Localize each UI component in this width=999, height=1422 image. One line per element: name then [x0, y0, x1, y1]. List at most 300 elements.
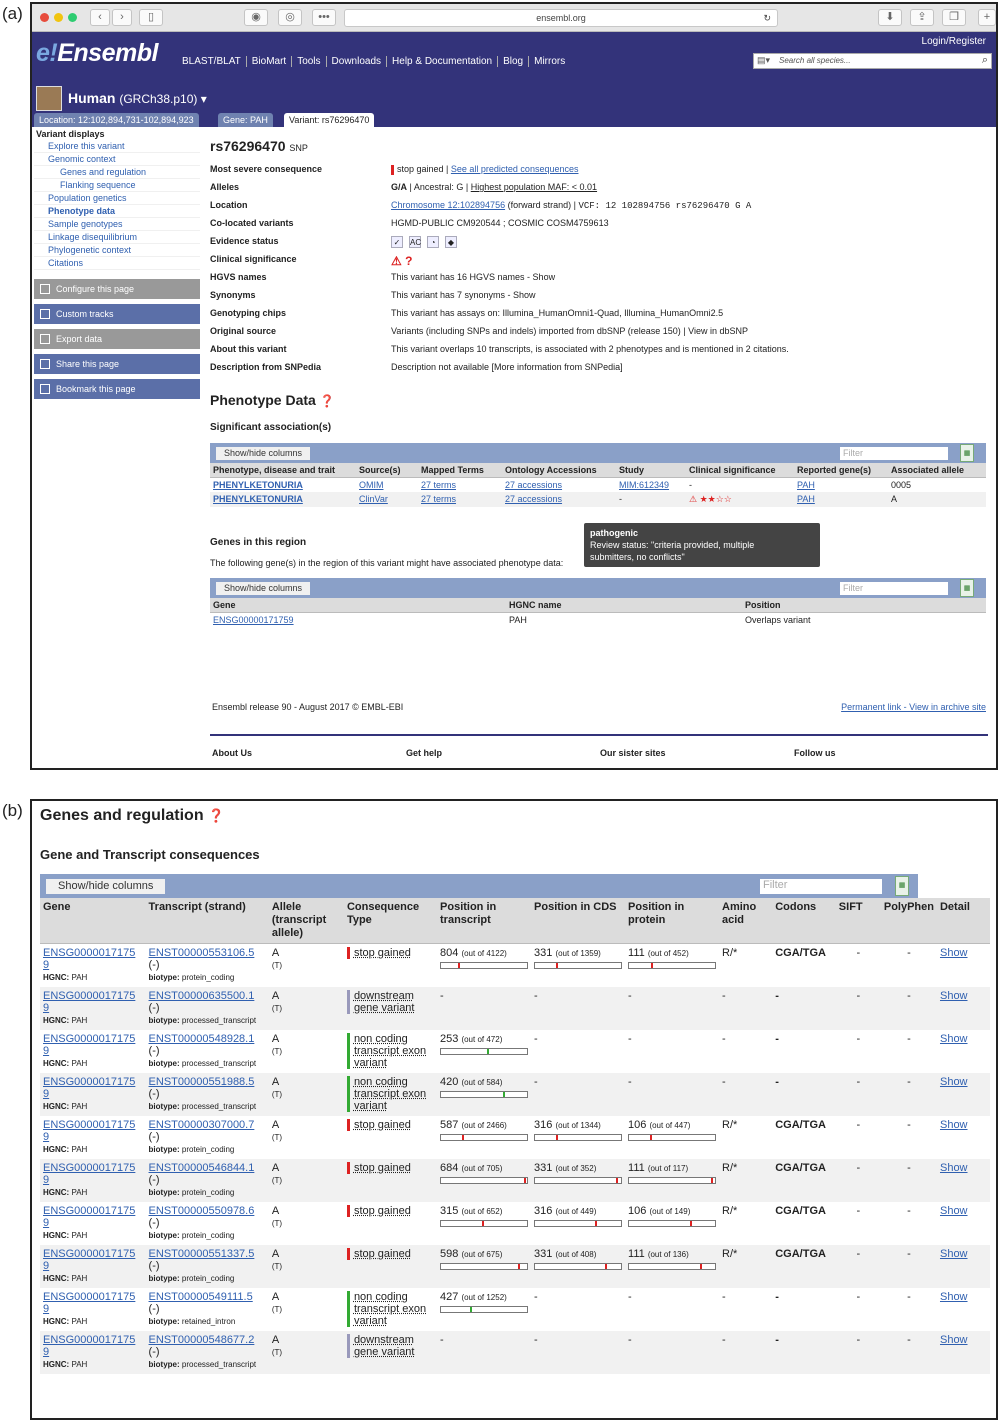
amino-acid: -: [722, 1033, 726, 1045]
gene-link[interactable]: ENSG00000171759: [213, 615, 294, 625]
nav-biomart[interactable]: BioMart: [247, 56, 292, 67]
table-cell: [888, 478, 986, 493]
allele: A: [271, 1162, 280, 1174]
transcript-link[interactable]: ENST00000546844.1: [148, 1162, 255, 1174]
transcript-link[interactable]: ENST00000307000.7: [148, 1119, 255, 1131]
gene-link[interactable]: ENSG0000017175: [43, 1334, 136, 1346]
b-col-header[interactable]: Codons: [772, 898, 836, 944]
field-row: [210, 182, 990, 200]
consequence-cell: [344, 1245, 437, 1288]
position-cell: [437, 1030, 531, 1073]
sidebar-item-3[interactable]: Flanking sequence: [34, 179, 200, 192]
sidebar-item-5[interactable]: Phenotype data: [34, 205, 200, 218]
menu-button-0[interactable]: [34, 279, 200, 299]
table-cell-text[interactable]: 27 accessions: [505, 480, 563, 490]
consequence-cell: [344, 1116, 437, 1159]
field-row: [210, 254, 990, 272]
transcript-link[interactable]: ENST00000548677.2: [148, 1334, 255, 1346]
table-cell-text[interactable]: ClinVar: [359, 494, 388, 504]
maf-value: Highest population MAF: < 0.01: [470, 182, 598, 192]
strand: (-): [148, 1346, 160, 1358]
biotype-label: biotype: processed_transcript: [148, 1102, 257, 1111]
position-marker: [556, 963, 558, 968]
phenotype-col-header[interactable]: Clinical significance: [686, 463, 794, 478]
gene-position: Overlaps variant: [745, 615, 811, 625]
col-gene[interactable]: Gene: [210, 598, 506, 613]
codons: CGA/TGA: [775, 1119, 826, 1131]
pathogenic-tooltip: pathogenic Review status: "criteria provided, multiple submitters, no conflicts": [584, 523, 820, 567]
nav-help[interactable]: Help & Documentation: [387, 56, 498, 67]
field-text: This variant overlaps 10 transcripts, is associated with 2 phenotypes and is mentioned in 2 citations.: [391, 344, 789, 354]
sidebar-item-8[interactable]: Phylogenetic context: [34, 244, 200, 257]
codons: -: [772, 1073, 836, 1116]
hgnc-name: PAH: [509, 615, 527, 625]
phenotype-col-header[interactable]: Associated allele: [888, 463, 986, 478]
position-value: 587: [440, 1119, 459, 1131]
table-cell-text[interactable]: 27 terms: [421, 480, 457, 490]
position-cell: [531, 944, 625, 988]
field-value: G/A | Ancestral: G | Highest population MAF: < 0.01: [391, 182, 598, 192]
phenotype-col-header[interactable]: Reported gene(s): [794, 463, 888, 478]
genes-excel-icon[interactable]: ▦: [960, 579, 974, 597]
gene-link-suffix[interactable]: 9: [43, 1260, 50, 1272]
transcript-link[interactable]: ENST00000553106.5: [148, 947, 255, 959]
tab-location[interactable]: Location: 12:102,894,731-102,894,923: [34, 113, 199, 127]
sidebar-item-4[interactable]: Population genetics: [34, 192, 200, 205]
sidebar-item-7[interactable]: Linkage disequilibrium: [34, 231, 200, 244]
phenotype-table: [210, 463, 986, 507]
position-value: 316: [534, 1205, 553, 1217]
sidebar-item-9[interactable]: Citations: [34, 257, 200, 270]
sidebar-item-0[interactable]: Explore this variant: [34, 140, 200, 153]
gene-link[interactable]: ENSG0000017175: [43, 1162, 136, 1174]
col-hgnc[interactable]: HGNC name: [506, 598, 742, 613]
help-icon[interactable]: ❓: [208, 808, 225, 823]
codons: -: [775, 1291, 779, 1303]
hgnc-label: HGNC: PAH: [43, 1231, 88, 1240]
field-row: [210, 326, 990, 344]
allele: A: [271, 947, 280, 959]
genes-region-desc: The following gene(s) in the region of this variant might have associated phenotype data:: [210, 558, 564, 568]
nav-blog[interactable]: Blog: [498, 56, 529, 67]
transcript-cell: [146, 1202, 269, 1245]
all-consequences-link[interactable]: See all predicted consequences: [450, 164, 579, 174]
phenotype-col-header[interactable]: Phenotype, disease and trait: [210, 463, 356, 478]
position-bar: [534, 1220, 622, 1227]
gene-link-suffix[interactable]: 9: [43, 1303, 50, 1315]
field-text: This variant has 7 synonyms - Show: [391, 290, 536, 300]
field-key: HGVS names: [210, 272, 267, 282]
phenotype-col-header[interactable]: Study: [616, 463, 686, 478]
table-cell: [502, 492, 616, 507]
show-detail-link[interactable]: Show: [939, 1076, 968, 1088]
panel-b: [30, 799, 998, 1420]
biotype-label: biotype: protein_coding: [148, 1188, 235, 1197]
consequence-type: non coding transcript exon variant: [347, 1076, 434, 1112]
table-cell: [888, 492, 986, 507]
table-cell: [686, 478, 794, 493]
biotype-label: biotype: retained_intron: [148, 1317, 236, 1326]
field-value: Chromosome 12:102894756 (forward strand) | VCF: 12 102894756 rs76296470 G A: [391, 200, 752, 211]
transcript-link[interactable]: ENST00000548928.1: [148, 1033, 255, 1045]
transcript-allele: (T): [271, 1219, 283, 1228]
position-cell: [531, 987, 625, 1030]
amino-acid: R/*: [722, 1119, 738, 1131]
field-row: [210, 362, 990, 380]
browser-chrome: [32, 4, 996, 32]
shield-icon[interactable]: ◉: [244, 9, 268, 26]
b-show-hide-button[interactable]: Show/hide columns: [46, 879, 165, 894]
b-col-header[interactable]: Position in protein: [625, 898, 719, 944]
menu-button-2[interactable]: [34, 329, 200, 349]
transcript-allele: (T): [271, 961, 283, 970]
table-cell: [210, 478, 356, 493]
gene-link-suffix[interactable]: 9: [43, 1131, 50, 1143]
sidebar-icon[interactable]: ▯: [139, 9, 163, 26]
field-text: HGMD-PUBLIC CM920544 ; COSMIC COSM4759613: [391, 218, 609, 228]
gene-link-suffix[interactable]: 9: [43, 1174, 50, 1186]
empty-value: -: [534, 1033, 538, 1045]
show-detail-link[interactable]: Show: [939, 1033, 968, 1045]
field-row: [210, 164, 990, 182]
evidence-icon: AC: [410, 238, 422, 247]
assoc-subtitle: Significant association(s): [210, 422, 332, 433]
minimize-window-icon[interactable]: [54, 13, 63, 22]
b-col-header[interactable]: Gene: [40, 898, 146, 944]
position-cell: [531, 1202, 625, 1245]
transcript-link[interactable]: ENST00000550978.6: [148, 1205, 255, 1217]
species-dropdown-icon[interactable]: ▤▾: [757, 55, 771, 65]
chromosome-link[interactable]: Chromosome 12:102894756: [391, 200, 506, 210]
privacy-icon[interactable]: ◎: [278, 9, 302, 26]
table-cell: [418, 492, 502, 507]
detail-cell: [937, 1331, 990, 1374]
position-total: (out of 584): [461, 1078, 503, 1087]
menu-button-label: Bookmark this page: [56, 384, 136, 394]
species-avatar: [36, 86, 62, 111]
close-window-icon[interactable]: [40, 13, 49, 22]
b-excel-icon[interactable]: ▦: [895, 876, 909, 896]
table-cell: [418, 478, 502, 493]
sidebar-item-6[interactable]: Sample genotypes: [34, 218, 200, 231]
consequences-table: [40, 898, 990, 1374]
position-total: (out of 652): [461, 1207, 503, 1216]
show-hide-columns-button[interactable]: Show/hide columns: [216, 447, 310, 460]
gene-cell: [40, 1116, 146, 1159]
b-col-header[interactable]: Consequence Type: [344, 898, 437, 944]
transcript-link[interactable]: ENST00000551337.5: [148, 1248, 255, 1260]
field-value: stop gained | See all predicted consequences: [391, 164, 578, 175]
b-col-header[interactable]: Amino acid: [719, 898, 772, 944]
table-cell-text[interactable]: PHENYLKETONURIA: [213, 480, 303, 490]
zoom-window-icon[interactable]: [68, 13, 77, 22]
strand: (-): [148, 1260, 160, 1272]
table-cell-text[interactable]: 27 accessions: [505, 494, 563, 504]
genes-table-wrap: [210, 578, 986, 627]
biotype-label: biotype: protein_coding: [148, 1145, 235, 1154]
field-text: This variant has assays on: Illumina_HumanOmni1-Quad, Illumina_HumanOmni2.5: [391, 308, 724, 318]
alleles-value: G/A: [391, 182, 408, 192]
gene-link[interactable]: ENSG0000017175: [43, 947, 136, 959]
gene-link[interactable]: ENSG0000017175: [43, 1291, 136, 1303]
amino-acid: -: [722, 1291, 726, 1303]
transcript-link[interactable]: ENST00000551988.5: [148, 1076, 255, 1088]
phenotype-filter-input[interactable]: Filter: [840, 447, 948, 460]
footer-about[interactable]: About Us: [212, 748, 252, 758]
transcript-link[interactable]: ENST00000549111.5: [148, 1291, 253, 1303]
biotype-label: biotype: protein_coding: [148, 973, 235, 982]
panel-b-label: (b): [2, 801, 23, 820]
transcript-allele: (T): [271, 1047, 283, 1056]
table-row: [40, 1245, 990, 1288]
show-detail-link[interactable]: Show: [939, 947, 968, 959]
b-col-header[interactable]: Allele (transcript allele): [269, 898, 344, 944]
ensembl-logo[interactable]: e!Ensembl: [36, 39, 158, 67]
position-value: 316: [534, 1119, 553, 1131]
detail-cell: [937, 1245, 990, 1288]
share-icon[interactable]: ⇪: [910, 9, 934, 26]
position-cell: [625, 987, 719, 1030]
nav-downloads[interactable]: Downloads: [327, 56, 387, 67]
gene-link[interactable]: ENSG0000017175: [43, 1076, 136, 1088]
search-icon[interactable]: ⌕: [981, 54, 988, 66]
strand: (-): [148, 1002, 160, 1014]
back-icon[interactable]: ‹: [90, 9, 110, 26]
amino-acid: R/*: [719, 1159, 772, 1202]
table-cell-text[interactable]: PHENYLKETONURIA: [213, 494, 303, 504]
b-filter-input[interactable]: Filter: [760, 879, 882, 894]
table-cell-text[interactable]: MIM:612349: [619, 480, 670, 490]
field-value: [391, 326, 748, 336]
tabs-icon[interactable]: ❐: [942, 9, 966, 26]
nav-blast[interactable]: BLAST/BLAT: [177, 56, 247, 67]
field-key: Most severe consequence: [210, 164, 323, 174]
excel-export-icon[interactable]: ▦: [960, 444, 974, 462]
gene-link[interactable]: ENSG0000017175: [43, 1205, 136, 1217]
menu-button-4[interactable]: [34, 379, 200, 399]
menu-button-1[interactable]: [34, 304, 200, 324]
field-key: About this variant: [210, 344, 287, 354]
table-cell-text[interactable]: 27 terms: [421, 494, 457, 504]
table-cell-text[interactable]: PAH: [797, 494, 815, 504]
field-row: [210, 308, 990, 326]
position-cell: [437, 1202, 531, 1245]
show-detail-link[interactable]: Show: [939, 1162, 968, 1174]
tab-variant[interactable]: Variant: rs76296470: [284, 113, 374, 127]
consequence-cell: [344, 1159, 437, 1202]
empty-value: -: [628, 990, 632, 1002]
genes-filter-input[interactable]: Filter: [840, 582, 948, 595]
gene-link-suffix[interactable]: 9: [43, 959, 50, 971]
sift: -: [856, 947, 861, 959]
position-cell: [437, 987, 531, 1030]
footer-sister[interactable]: Our sister sites: [600, 748, 666, 758]
footer-follow[interactable]: Follow us: [794, 748, 836, 758]
allele: A: [271, 1334, 280, 1346]
table-row: [40, 944, 990, 988]
position-bar: [534, 1263, 622, 1270]
amino-acid: -: [719, 987, 772, 1030]
b-col-header[interactable]: Position in CDS: [531, 898, 625, 944]
position-cell: [437, 1288, 531, 1331]
position-total: (out of 447): [649, 1121, 691, 1130]
col-position[interactable]: Position: [742, 598, 986, 613]
gene-link[interactable]: ENSG0000017175: [43, 1248, 136, 1260]
tab-gene[interactable]: Gene: PAH: [218, 113, 273, 127]
b-col-header[interactable]: SIFT: [836, 898, 881, 944]
b-col-header[interactable]: Position in transcript: [437, 898, 531, 944]
species-bar: [32, 86, 996, 112]
position-cell: [625, 1073, 719, 1116]
position-value: 106: [628, 1205, 647, 1217]
hgnc-label: HGNC: PAH: [43, 1317, 88, 1326]
genes-show-hide-button[interactable]: Show/hide columns: [216, 582, 310, 595]
transcript-cell: [146, 944, 269, 988]
footer-help[interactable]: Get help: [406, 748, 443, 758]
clinical-significance-icon: ⚠ ?: [391, 254, 413, 268]
show-detail-link[interactable]: Show: [939, 1248, 968, 1260]
table-cell-text[interactable]: PAH: [797, 480, 815, 490]
transcript-allele: (T): [271, 1090, 283, 1099]
help-icon[interactable]: ❓: [319, 394, 335, 408]
panel-a: [30, 2, 998, 770]
biotype-label: biotype: processed_transcript: [148, 1360, 257, 1369]
show-detail-link[interactable]: Show: [939, 1334, 968, 1346]
sift: -: [856, 1291, 861, 1303]
allele-cell: [269, 1116, 344, 1159]
codons: CGA/TGA: [775, 947, 826, 959]
more-icon[interactable]: •••: [312, 9, 336, 26]
transcript-cell: [146, 987, 269, 1030]
gene-link[interactable]: ENSG0000017175: [43, 1033, 136, 1045]
field-row: [210, 290, 990, 308]
genes-table: [210, 598, 986, 627]
phenotype-col-header[interactable]: Source(s): [356, 463, 418, 478]
new-tab-icon[interactable]: +: [978, 9, 996, 26]
table-cell: [616, 492, 686, 507]
allele: A: [271, 1076, 280, 1088]
position-value: 111: [628, 947, 645, 959]
table-cell: [686, 492, 794, 507]
gene-link-suffix[interactable]: 9: [43, 1346, 50, 1358]
field-key: Evidence status: [210, 236, 279, 246]
nav-tools[interactable]: Tools: [292, 56, 326, 67]
empty-value: -: [628, 1291, 632, 1303]
position-total: (out of 675): [461, 1250, 503, 1259]
consequences-subtitle: Gene and Transcript consequences: [40, 847, 260, 862]
show-detail-link[interactable]: Show: [939, 1119, 968, 1131]
reload-icon[interactable]: ↻: [763, 13, 771, 23]
gene-link[interactable]: ENSG0000017175: [43, 990, 136, 1002]
position-bar: [440, 1263, 528, 1270]
gene-link-suffix[interactable]: 9: [43, 1045, 50, 1057]
position-marker: [518, 1264, 520, 1269]
table-row: [40, 1331, 990, 1374]
search-input[interactable]: [753, 53, 992, 69]
b-col-header[interactable]: PolyPhen: [881, 898, 937, 944]
download-icon[interactable]: ⬇: [878, 9, 902, 26]
table-row: [40, 1202, 990, 1245]
menu-button-icon: [40, 284, 50, 294]
detail-cell: [937, 1202, 990, 1245]
phenotype-col-header[interactable]: Ontology Accessions: [502, 463, 616, 478]
table-cell-text[interactable]: OMIM: [359, 480, 384, 490]
permanent-link[interactable]: Permanent link - View in archive site: [841, 702, 986, 712]
menu-button-3[interactable]: [34, 354, 200, 374]
position-value: 420: [440, 1076, 459, 1088]
sidebar-item-1[interactable]: Genomic context: [34, 153, 200, 166]
table-cell-text: ⚠ ★★☆☆: [689, 494, 732, 504]
table-row: [40, 1159, 990, 1202]
allele: A: [271, 1248, 280, 1260]
nav-mirrors[interactable]: Mirrors: [534, 56, 566, 67]
consequence-type: stop gained: [347, 1205, 434, 1217]
gene-link-suffix[interactable]: 9: [43, 1088, 50, 1100]
species-name[interactable]: Human (GRCh38.p10) ▾: [68, 90, 207, 106]
genes-regulation-title: Genes and regulation ❓: [40, 807, 225, 824]
position-cell: [437, 1073, 531, 1116]
field-value: [391, 308, 723, 318]
field-value: [391, 236, 463, 248]
b-col-header[interactable]: Transcript (strand): [146, 898, 269, 944]
empty-value: -: [534, 1076, 538, 1088]
sidebar-item-2[interactable]: Genes and regulation: [34, 166, 200, 179]
empty-value: -: [534, 990, 538, 1002]
gene-cell: [40, 1331, 146, 1374]
login-link[interactable]: Login/Register: [921, 36, 986, 47]
consequence-cell: [344, 944, 437, 988]
gene-link[interactable]: ENSG0000017175: [43, 1119, 136, 1131]
table-row: [40, 1030, 990, 1073]
table-cell-text: 0005: [891, 480, 912, 490]
show-detail-link[interactable]: Show: [939, 990, 968, 1002]
hgnc-label: HGNC: PAH: [43, 1274, 88, 1283]
phenotype-col-header[interactable]: Mapped Terms: [418, 463, 502, 478]
consequence-type: stop gained: [347, 1162, 434, 1174]
position-cell: [531, 1331, 625, 1374]
sift: -: [836, 1245, 881, 1288]
transcript-allele: (T): [271, 1262, 283, 1271]
url-text: ensembl.org: [536, 13, 586, 23]
show-detail-link[interactable]: Show: [939, 1205, 968, 1217]
field-row: [210, 200, 990, 218]
ensembl-masthead: [32, 32, 996, 86]
transcript-link[interactable]: ENST00000635500.1: [148, 990, 255, 1002]
position-total: (out of 408): [555, 1250, 597, 1259]
codons: CGA/TGA: [772, 1159, 836, 1202]
position-value: 804: [440, 947, 459, 959]
show-detail-link[interactable]: Show: [939, 1291, 968, 1303]
b-col-header[interactable]: Detail: [937, 898, 990, 944]
ancestral-value: Ancestral: G: [413, 182, 464, 192]
menu-button-label: Share this page: [56, 359, 120, 369]
strand: (-): [148, 1303, 160, 1315]
consequence-cell: [344, 1073, 437, 1116]
field-value: [391, 344, 789, 354]
url-bar[interactable]: [344, 9, 778, 27]
position-cell: [531, 1116, 625, 1159]
gene-link-suffix[interactable]: 9: [43, 1217, 50, 1229]
amino-acid: -: [719, 1073, 772, 1116]
polyphen: -: [881, 1331, 937, 1374]
menu-button-icon: [40, 309, 50, 319]
menu-button-icon: [40, 384, 50, 394]
gene-link-suffix[interactable]: 9: [43, 1002, 50, 1014]
position-cell: [437, 1245, 531, 1288]
panel-a-label: (a): [2, 4, 23, 23]
forward-icon[interactable]: ›: [112, 9, 132, 26]
field-value: [391, 272, 555, 282]
